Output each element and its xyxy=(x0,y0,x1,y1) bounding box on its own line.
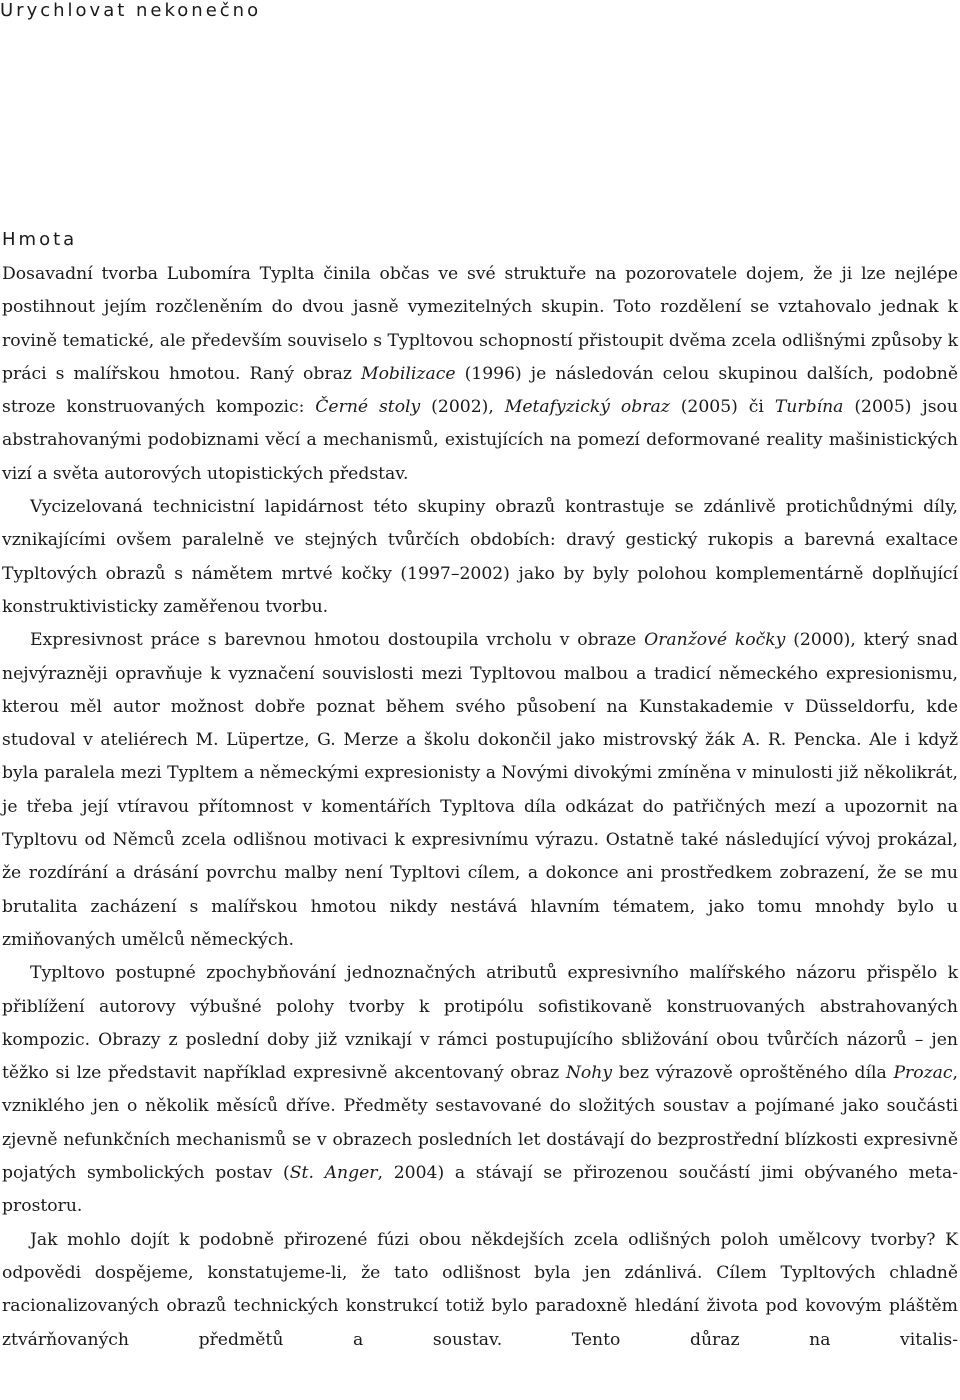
artwork-title: Černé stoly xyxy=(315,397,421,418)
paragraph-3 xyxy=(2,624,958,957)
paragraph-4 xyxy=(2,957,958,1223)
section-heading: Hmota xyxy=(2,229,78,250)
paragraph-5 xyxy=(2,1224,958,1357)
artwork-title: Turbína xyxy=(774,397,844,418)
artwork-title: St. Anger xyxy=(289,1163,378,1184)
paragraph-text: (2000), který snad nejvýrazněji opravňuje k vyznačení souvislosti mezi Typltovou malbou a tradicí německého expresionismu, kterou měl autor možnost dobře poznat během svého působení na Kunstakademie v Düsseldorfu, kde studoval v ateliérech M. Lüpertze, G. Merze a školu dokončil jako mistrovský žák A. R. Pencka. Ale i když byla paralela mezi Typltem a německými expresionisty a Novými divokými zmíněna v minulosti již několikrát, je třeba její vtíravou přítomnost v komentářích Typltova díla odkázat do patřičných mezí a upozornit na Typltovu od Němců zcela odlišnou motivaci k expresivnímu výrazu. Ostatně také následující vývoj prokázal, že rozdírání a drásání povrchu malby není Typltovi cílem, a dokonce ani prostředkem zobrazení, že se mu brutalita zacházení s malířskou hmotou nikdy nestává hlavním tématem, jako tomu mnohdy bylo u zmiňovaných umělců německých. xyxy=(2,630,958,950)
article-body xyxy=(2,258,958,1357)
artwork-title: Nohy xyxy=(565,1063,613,1084)
paragraph-text: Expresivnost práce s barevnou hmotou dostoupila vrcholu v obraze xyxy=(30,630,645,651)
paragraph-text: Vycizelovaná technicistní lapidárnost této skupiny obrazů kontrastuje se zdánlivě protichůdnými díly, vznikajícími ovšem paralelně ve stejných tvůrčích obdobích: dravý gestický rukopis a barevná exaltace Typltových obrazů s námětem mrtvé kočky (1997–2002) jako by byly polohou komplementárně doplňující konstruktivisticky zaměřenou tvorbu. xyxy=(2,497,958,617)
paragraph-text: bez výrazově oproštěného díla xyxy=(612,1063,894,1084)
paragraph-text: , vzniklého jen o několik měsíců dříve. Předměty sestavované do složitých soustav a pojímané jako součásti zjevně nefunkčních mechanismů se v obrazech posledních let dostávají do bezprostřední blízkosti expresivně pojatých symbolických postav ( xyxy=(2,1063,959,1184)
running-header-title: Urychlovat nekonečno xyxy=(0,0,262,21)
artwork-title: Prozac xyxy=(893,1063,953,1084)
artwork-title: Mobilizace xyxy=(360,363,456,384)
paragraph-text: Dosavadní tvorba Lubomíra Typlta činila občas ve své struktuře na pozorovatele dojem, že ji lze nejlépe postihnout jejím rozčleněním do dvou jasně vymezitelných skupin. Toto rozdělení se vztahovalo jednak k rovině tematické, ale především souviselo s Typltovou schopností přistoupit dvěma zcela odlišnými způsoby k práci s malířskou hmotou. Raný obraz xyxy=(2,264,958,384)
paragraph-text: (2005) jsou abstrahovanými podobiznami věcí a mechanismů, existujících na pomezí deformované reality mašinistických vizí a světa autorových utopistických představ. xyxy=(2,397,958,484)
paragraph-text: (2005) či xyxy=(669,397,775,418)
paragraph-text: Jak mohlo dojít k podobně přirozené fúzi obou někdejších zcela odlišných poloh umělcovy tvorby? K odpovědi dospějeme, konstatujeme-li, že tato odlišnost byla jen zdánlivá. Cílem Typltových chladně racionalizovaných obrazů technických konstrukcí totiž bylo paradoxně hledání života pod kovovým pláštěm ztvárňovaných předmětů a soustav. Tento důraz na vitalis- xyxy=(2,1229,958,1350)
paragraph-text: (2002), xyxy=(420,397,505,418)
paragraph-2 xyxy=(2,491,958,624)
artwork-title: Oranžové kočky xyxy=(644,630,786,651)
paragraph-text: , 2004) a stávají se přirozenou součástí jimi obývaného meta-prostoru. xyxy=(2,1163,958,1217)
paragraph-text: Typltovo postupné zpochybňování jednoznačných atributů expresivního malířského názoru přispělo k přiblížení autorovy výbušné polohy tvorby k protipólu sofistikovaně konstruovaných abstrahovaných kompozic. Obrazy z poslední doby již vznikají v rámci postupujícího sbližování obou tvůrčích názorů – jen těžko si lze představit například expresivně akcentovaný obraz xyxy=(2,963,958,1084)
paragraph-text: (1996) je následován celou skupinou dalších, podobně stroze konstruovaných kompozic: xyxy=(2,363,958,418)
artwork-title: Metafyzický obraz xyxy=(504,397,670,418)
paragraph-1 xyxy=(2,258,958,491)
